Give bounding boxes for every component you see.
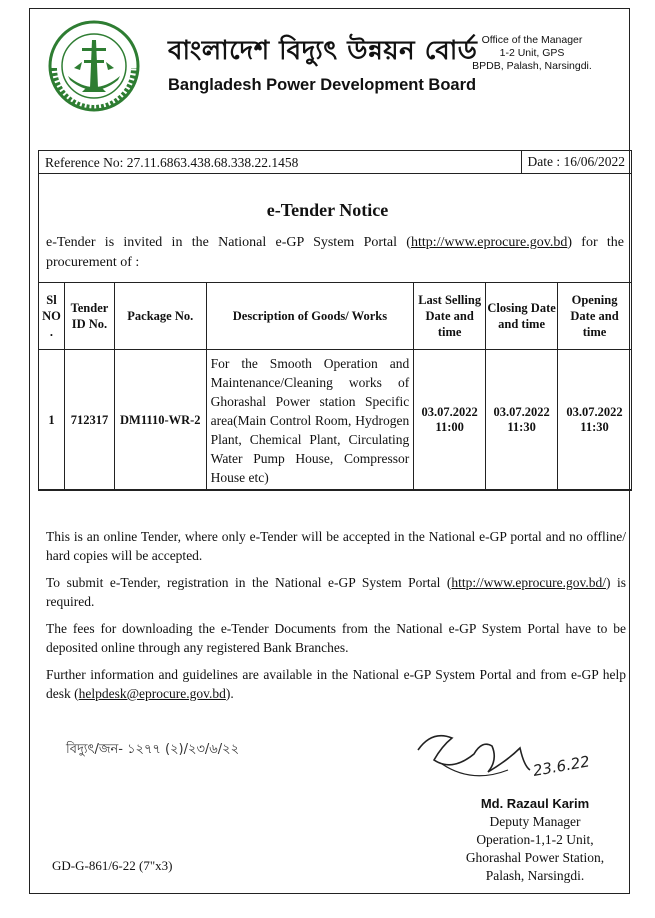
last-selling-date: 03.07.2022	[421, 405, 478, 419]
signature-date: 23.6.22	[531, 752, 592, 780]
p4-text: Further information and guidelines are available in the National e-GP System Portal and from e-GP help desk (	[46, 667, 626, 701]
paragraph-online-tender: This is an online Tender, where only e-Tender will be accepted in the National e-GP portal and no offline/ hard copies will be accepted.	[46, 529, 626, 563]
office-line: Office of the Manager	[481, 34, 583, 46]
col-header-last-selling: Last Selling Date and time	[414, 283, 486, 350]
notice-title: e-Tender Notice	[266, 200, 389, 220]
cell-closing	[486, 350, 558, 491]
table-row	[39, 350, 632, 491]
col-header-closing: Closing Date and time	[486, 283, 558, 350]
reference-number: Reference No: 27.11.6863.438.68.338.22.1458	[45, 155, 299, 170]
office-line: BPDB, Palash, Narsingdi.	[472, 60, 592, 72]
col-header-tender-id: Tender ID No.	[64, 283, 114, 350]
handwritten-signature	[412, 720, 612, 790]
reference-bar	[38, 150, 632, 174]
office-line: 1-2 Unit, GPS	[499, 47, 565, 59]
reference-date: Date : 16/06/2022	[521, 151, 632, 173]
paragraph-helpdesk	[46, 665, 626, 703]
signatory-block	[435, 795, 635, 885]
p4-text: ).	[225, 686, 234, 701]
signatory-name: Md. Razaul Karim	[480, 796, 590, 811]
helpdesk-email-link[interactable]: helpdesk@eprocure.gov.bd	[78, 686, 226, 701]
org-name-english: Bangladesh Power Development Board	[168, 76, 477, 94]
cell-tender-id: 712317	[64, 350, 114, 491]
eprocure-link-2[interactable]: http://www.eprocure.gov.bd/	[451, 575, 606, 590]
opening-date: 03.07.2022	[566, 405, 623, 419]
col-header-description: Description of Goods/ Works	[206, 283, 414, 350]
bpdb-logo	[46, 18, 142, 114]
office-address	[462, 34, 602, 73]
eprocure-link[interactable]: http://www.eprocure.gov.bd	[410, 235, 568, 250]
signatory-line: Operation-1,1-2 Unit,	[476, 832, 594, 847]
cell-last-selling	[414, 350, 486, 491]
notice-paragraphs	[46, 527, 626, 711]
signatory-line: Ghorashal Power Station,	[465, 850, 605, 865]
intro-text: e-Tender is invited in the National e-GP System Portal (	[46, 235, 411, 250]
cell-sl: 1	[39, 350, 65, 491]
intro-text: ) for the procurement of :	[46, 235, 624, 270]
org-name-bangla: বাংলাদেশ বিদ্যুৎ উন্নয়ন বোর্ড	[168, 36, 478, 66]
tender-table	[38, 282, 632, 491]
footer-code: GD-G-861/6-22 (7"x3)	[52, 858, 173, 873]
signatory-designation: Deputy Manager	[489, 814, 581, 829]
paragraph-fees: The fees for downloading the e-Tender Documents from the National e-GP System Portal have to be deposited online through any registered Bank Branches.	[46, 621, 626, 655]
paragraph-registration	[46, 573, 626, 611]
signatory-line: Palash, Narsingdi.	[485, 868, 585, 883]
table-header-row	[39, 283, 632, 350]
cell-description: For the Smooth Operation and Maintenance/Cleaning works of Ghorashal Power station Specific area(Main Control Room, Hydrogen Plant, Chemical Plant, Circulating Water Pump House, Compressor House etc)	[206, 350, 414, 491]
col-header-package: Package No.	[114, 283, 206, 350]
memo-reference: বিদ্যুৎ/জন- ১২৭৭ (২)/২৩/৬/২২	[66, 742, 240, 757]
cell-package: DM1110-WR-2	[114, 350, 206, 491]
col-header-opening: Opening Date and time	[558, 283, 632, 350]
last-selling-time: 11:00	[435, 420, 464, 434]
closing-time: 11:30	[507, 420, 536, 434]
closing-date: 03.07.2022	[493, 405, 550, 419]
opening-time: 11:30	[580, 420, 609, 434]
notice-intro	[46, 233, 624, 273]
cell-opening	[558, 350, 632, 491]
p2-text: ) is required.	[46, 575, 626, 609]
col-header-sl: Sl NO .	[39, 283, 65, 350]
p2-text: To submit e-Tender, registration in the National e-GP System Portal (	[46, 575, 452, 590]
